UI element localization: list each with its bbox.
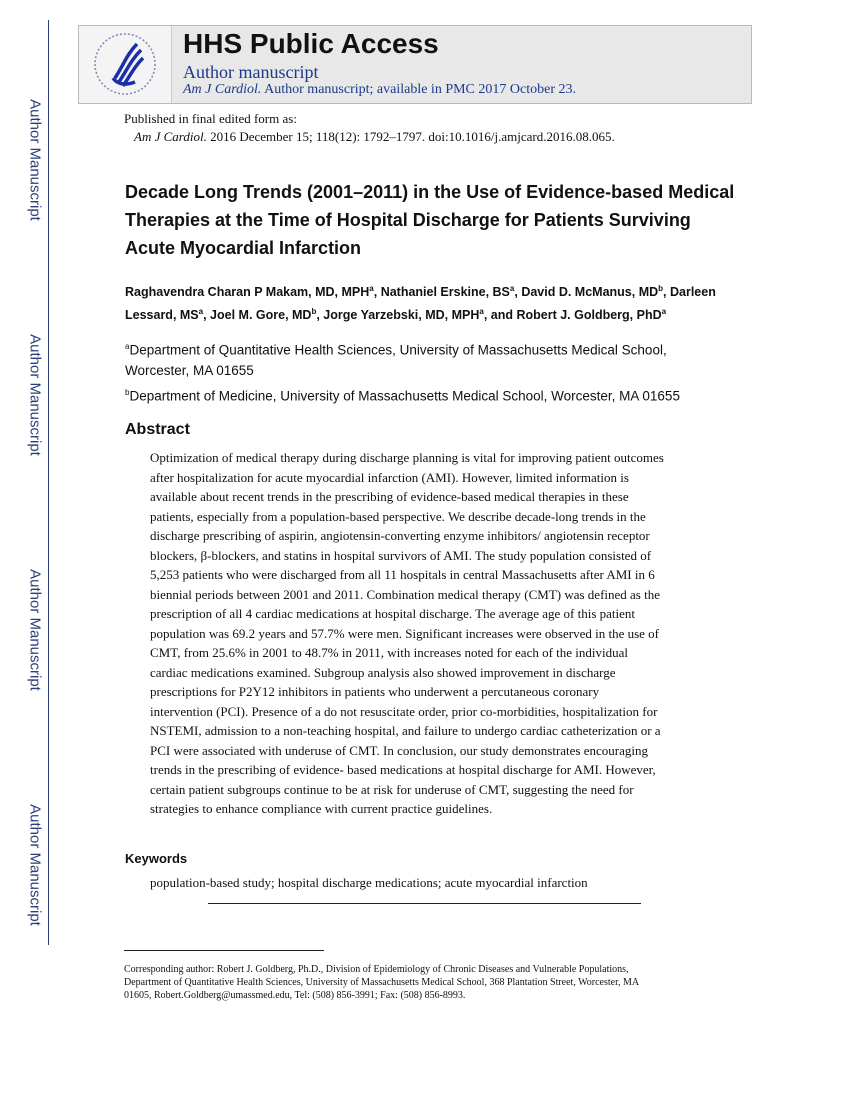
abstract-line: prescription of all 4 cardiac medications at hospital discharge. The average age of this patient (150, 606, 636, 621)
abstract-line: cardiac medications examined. Subgroup analysis also showed improvement in discharge (150, 664, 616, 680)
published-journal: Am J Cardiol. (134, 129, 207, 144)
author-name: Jorge Yarzebski, MD, MPH (323, 308, 480, 323)
abstract-line: biennial periods between 2001 and 2011. Combination medical therapy (CMT) was defined as the (150, 586, 660, 602)
author-affiliation-mark: b (658, 284, 664, 293)
keywords-text: population-based study; hospital discharge medications; acute myocardial infarction (150, 875, 588, 890)
affiliation (125, 383, 725, 407)
footnote-line: Department of Quantitative Health Sciences, University of Massachusetts Medical School, 368 Plantation Street, Worcester, MA (124, 977, 640, 988)
author-separator: , (373, 285, 381, 300)
affiliation (125, 337, 725, 381)
hhs-logo-icon (79, 26, 172, 103)
author-affiliation-mark: a (661, 307, 667, 317)
abstract-line: Optimization of medical therapy during discharge planning is vital for improving patient outcomes (150, 450, 664, 465)
abstract-line: prescriptions for P2Y12 inhibitors in patients who underwent a percutaneous coronary (150, 684, 600, 699)
sidebar-label: Author Manuscript (26, 334, 44, 456)
abstract-line: blockers, β-blockers, and statins in hospital survivors of AMI. The study population consisted of (150, 547, 652, 563)
journal-name: Am J Cardiol. (183, 82, 262, 97)
author-affiliation-mark: b (311, 307, 317, 317)
abstract-heading: Abstract (125, 421, 190, 438)
abstract-line: trends in the prescribing of evidence- based medications at hospital discharge for AMI. However, (150, 762, 656, 777)
author-name: Robert J. Goldberg, PhD (516, 308, 662, 323)
abstract-line: 5,253 patients who were discharged from all 11 hospitals in central Massachusetts after AMI in 6 (150, 567, 655, 582)
published-label: Published in final edited form as: (124, 111, 297, 126)
availability: Author manuscript; available in PMC 2017 October 23. (261, 82, 576, 97)
sidebar-rule (48, 20, 49, 945)
keywords-heading: Keywords (125, 851, 188, 866)
affiliation-text: Department of Medicine, University of Massachusetts Medical School, Worcester, MA 01655 (129, 388, 680, 404)
hhs-header (78, 25, 752, 104)
sidebar-label: Author Manuscript (26, 569, 44, 691)
footnote-line: 01605, Robert.Goldberg@umassmed.edu, Tel: (508) 856-3991; Fax: (508) 856-8993. (124, 990, 466, 1001)
author-name: David D. McManus, MD (521, 285, 659, 300)
author-separator: , (663, 285, 670, 300)
abstract-line: certain patient subgroups continue to be at risk for underuse of CMT, suggesting the need for (150, 781, 634, 797)
author-list (125, 279, 725, 325)
publication-info (124, 110, 615, 146)
abstract-line: strategies to enhance compliance with current practice guidelines. (150, 801, 493, 816)
affiliation-mark: a (125, 342, 130, 351)
author-affiliation-mark: a (509, 284, 515, 293)
affiliation-text: Department of Quantitative Health Sciences, University of Massachusetts Medical School, Worcester, MA 01655 (125, 342, 667, 378)
author-name: Darleen Lessard, MS (125, 285, 716, 323)
abstract-line: patients, especially from a population-based perspective. We describe decade-long trends in the (150, 508, 646, 524)
author-separator: , (514, 285, 522, 300)
author-name: Raghavendra Charan P Makam, MD, MPH (125, 285, 370, 300)
abstract-line: CMT, from 25.6% in 2001 to 48.7% in 2011, with increases noted for each of the individual (150, 645, 629, 660)
abstract-line: population was 69.2 years and 57.7% were men. Significant increases were observed in the use of (150, 625, 660, 641)
abstract-line: NSTEMI, admission to a non-teaching hospital, and failure to undergo cardiac catheterization or a (150, 723, 661, 738)
hhs-title: HHS Public Access (183, 28, 439, 59)
author-affiliation-mark: a (198, 307, 204, 317)
author-separator: , (203, 308, 211, 323)
affiliation-mark: b (125, 388, 130, 397)
sidebar-label: Author Manuscript (26, 804, 44, 926)
article-title: Decade Long Trends (2001–2011) in the Use of Evidence-based Medical Therapies at the Time of Hospital Discharge for Patients Surviving Acute Myocardial Infarction (125, 182, 735, 258)
manuscript-type: Author manuscript (183, 62, 319, 82)
author-separator: , and (483, 308, 517, 323)
author-name: Joel M. Gore, MD (210, 308, 312, 323)
citation: 2016 December 15; 118(12): 1792–1797. doi:10.1016/j.amjcard.2016.08.065. (206, 129, 615, 144)
footnote (124, 963, 724, 1002)
footnote-divider (124, 950, 324, 951)
abstract-line: discharge prescribing of aspirin, angiotensin-converting enzyme inhibitors/ angiotensin receptor (150, 528, 650, 543)
author-name: Nathaniel Erskine, BS (380, 285, 510, 300)
abstract-line: available about recent trends in the prescribing of evidence-based medical therapies in these (150, 489, 629, 504)
abstract-line: PCI were associated with underuse of CMT. In conclusion, our study demonstrates encouraging (150, 742, 648, 758)
footnote-line: Corresponding author: Robert J. Goldberg, Ph.D., Division of Epidemiology of Chronic Diseases and Vulnerable Populations, (124, 964, 629, 975)
author-affiliation-mark: a (479, 307, 484, 317)
divider (208, 903, 641, 904)
author-separator: , (316, 308, 324, 323)
abstract-line: intervention (PCI). Presence of a do not resuscitate order, prior co-morbidities, hospitalization for (150, 703, 658, 719)
author-affiliation-mark: a (369, 284, 374, 293)
abstract-body (150, 448, 664, 819)
sidebar-label: Author Manuscript (26, 99, 44, 221)
abstract-line: after hospitalization for acute myocardial infarction (AMI). However, limited information is (150, 469, 629, 485)
